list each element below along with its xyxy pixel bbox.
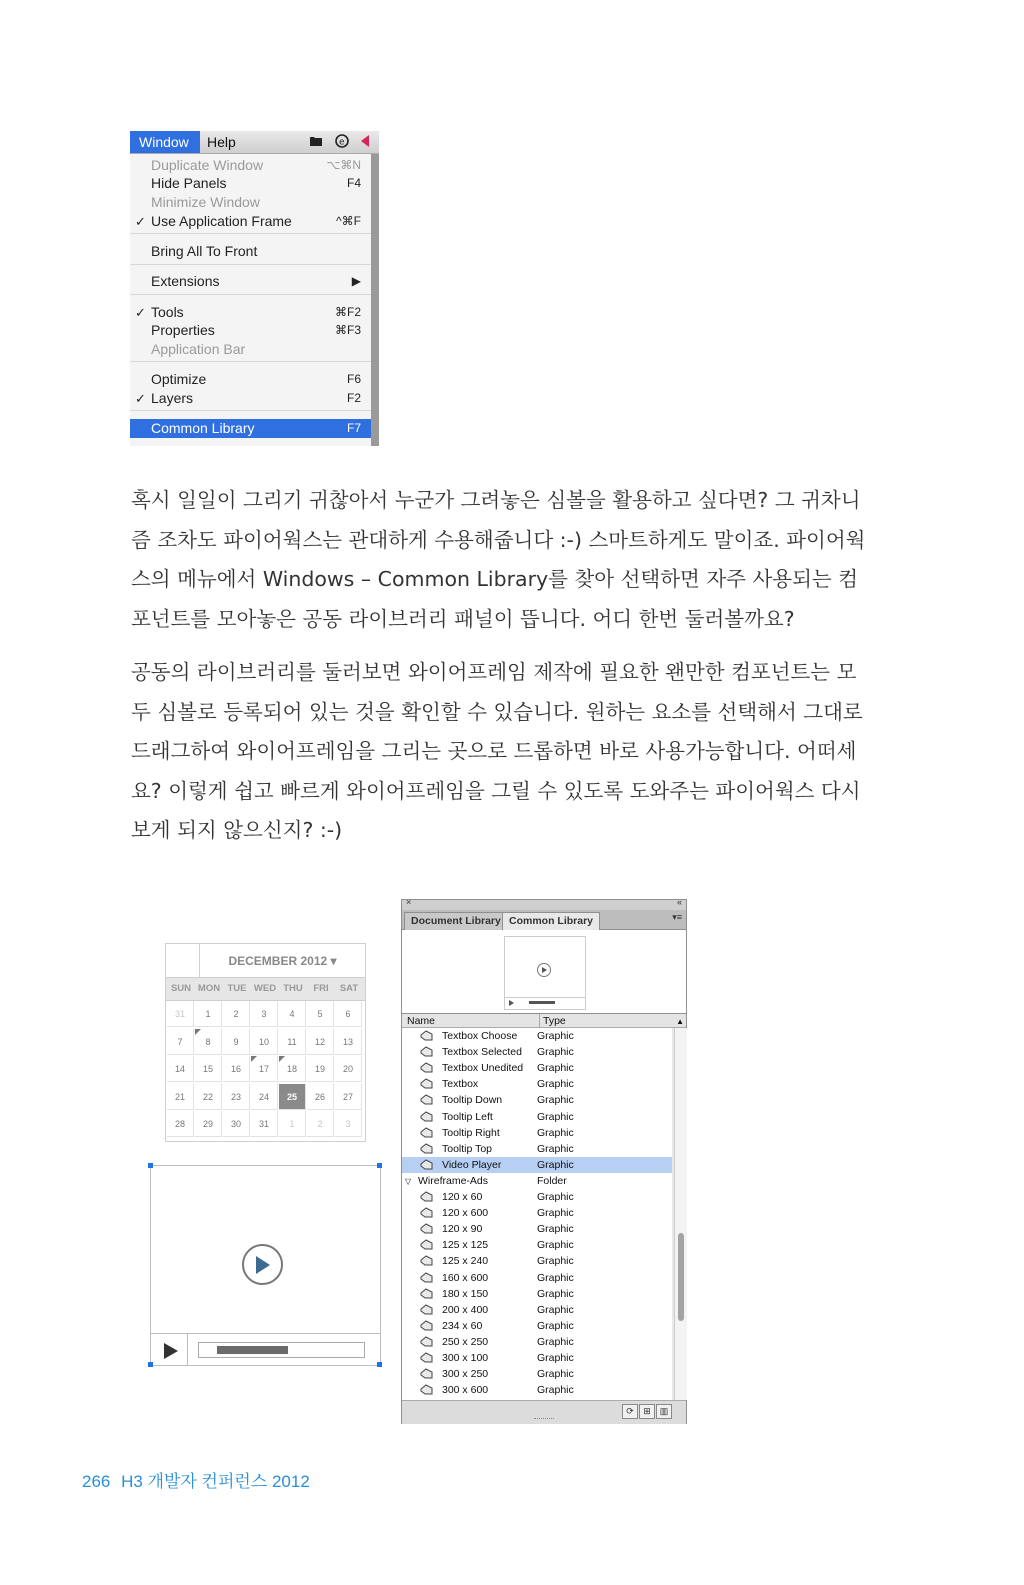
back-arrow-icon[interactable] xyxy=(358,134,372,148)
symbol-name: Tooltip Right xyxy=(442,1126,500,1139)
graphic-symbol-icon xyxy=(420,1223,433,1234)
play-icon xyxy=(255,1255,271,1275)
library-panel xyxy=(401,899,687,1424)
menu-item-label: Bring All To Front xyxy=(151,243,258,259)
weekday-label: MON xyxy=(197,983,221,994)
symbol-name: 120 x 60 xyxy=(442,1191,483,1203)
calendar-day[interactable]: 14 xyxy=(167,1056,194,1082)
video-player-wireframe[interactable] xyxy=(150,1165,381,1366)
menu-item-properties[interactable] xyxy=(130,321,371,340)
weekday-label: FRI xyxy=(313,983,329,994)
menu-bar xyxy=(130,131,379,154)
panel-footer xyxy=(402,1400,686,1424)
preview-control-bar xyxy=(505,997,585,1008)
selection-handle[interactable] xyxy=(148,1362,153,1367)
symbol-row[interactable] xyxy=(402,1237,672,1253)
footer-title: H3 개발자 컨퍼런스 2012 xyxy=(121,1472,310,1491)
calendar-day[interactable]: 22 xyxy=(195,1084,222,1110)
calendar-day[interactable]: 4 xyxy=(279,1001,306,1027)
scrollbar[interactable] xyxy=(674,1028,687,1400)
menu-item-bring-all-to-front[interactable] xyxy=(130,242,371,261)
menu-item-label: Optimize xyxy=(151,371,207,387)
graphic-symbol-icon xyxy=(420,1046,433,1057)
calendar-day[interactable]: 2 xyxy=(223,1001,250,1027)
menu-item-common-library[interactable] xyxy=(130,419,371,438)
symbol-row[interactable] xyxy=(402,1205,672,1221)
calendar-day[interactable]: 19 xyxy=(307,1056,334,1082)
panel-titlebar xyxy=(402,897,686,910)
symbol-name: Textbox xyxy=(442,1078,479,1091)
refresh-icon[interactable]: ⟳ xyxy=(622,1404,638,1419)
menu-item-layers[interactable] xyxy=(130,389,371,408)
symbol-name: 300 x 100 xyxy=(442,1352,489,1364)
menu-item-optimize[interactable] xyxy=(130,370,371,389)
menu-item-shortcut: ⌘F3 xyxy=(334,323,361,337)
menu-item-minimize-window[interactable] xyxy=(130,193,371,212)
video-control-bar xyxy=(151,1333,380,1366)
graphic-symbol-icon xyxy=(420,1062,433,1073)
disclosure-triangle-icon[interactable]: ▽ xyxy=(405,1176,412,1186)
menu-item-application-bar[interactable] xyxy=(130,340,371,359)
menu-item-label: Extensions xyxy=(151,273,220,289)
column-type[interactable]: Type xyxy=(539,1014,566,1029)
page-footer xyxy=(82,1467,310,1492)
symbol-type: Graphic xyxy=(537,1271,574,1284)
selection-handle[interactable] xyxy=(377,1163,382,1168)
symbol-row[interactable] xyxy=(402,1366,672,1382)
symbol-row[interactable] xyxy=(402,1350,672,1366)
graphic-symbol-icon xyxy=(420,1030,433,1041)
selection-handle[interactable] xyxy=(377,1362,382,1367)
symbol-row[interactable] xyxy=(402,1125,672,1141)
graphic-symbol-icon xyxy=(420,1078,433,1089)
calendar-day[interactable]: 31 xyxy=(167,1001,194,1027)
calendar-day[interactable]: 8 xyxy=(195,1029,222,1055)
menu-item-label: Application Bar xyxy=(151,341,246,357)
tab-common-library[interactable]: Common Library xyxy=(502,912,600,930)
menu-item-shortcut: ▶ xyxy=(351,274,361,288)
weekday-label: WED xyxy=(253,983,277,994)
graphic-symbol-icon xyxy=(420,1094,433,1105)
calendar-day[interactable]: 21 xyxy=(167,1084,194,1110)
calendar-day[interactable]: 17 xyxy=(251,1056,278,1082)
svg-text:e: e xyxy=(339,137,345,148)
collapse-icon[interactable]: « xyxy=(676,897,682,907)
symbol-type: Graphic xyxy=(537,1078,574,1091)
symbol-name: 120 x 600 xyxy=(442,1207,489,1220)
menu-item-shortcut: ⌘F2 xyxy=(334,305,361,319)
panel-menu-icon[interactable]: ▾≡ xyxy=(672,912,682,922)
graphic-symbol-icon xyxy=(420,1320,433,1331)
calendar-day[interactable]: 12 xyxy=(307,1029,334,1055)
checkmark-icon: ✓ xyxy=(135,391,146,406)
symbol-type: Graphic xyxy=(537,1142,574,1155)
menu-item-use-application-frame[interactable] xyxy=(130,212,371,231)
calendar-day[interactable]: 1 xyxy=(279,1111,306,1137)
graphic-symbol-icon xyxy=(420,1352,433,1363)
graphic-symbol-icon xyxy=(420,1207,433,1218)
symbol-name: 300 x 250 xyxy=(442,1368,489,1381)
symbol-name: 250 x 250 xyxy=(442,1335,489,1348)
sort-icon[interactable]: ▲ xyxy=(676,1017,684,1026)
symbol-preview xyxy=(402,930,686,1014)
weekday-label: THU xyxy=(283,983,303,994)
close-icon[interactable]: × xyxy=(406,897,412,907)
menu-separator xyxy=(130,410,371,411)
graphic-symbol-icon xyxy=(420,1111,433,1122)
resize-grip[interactable] xyxy=(534,1418,554,1421)
calendar-day[interactable]: 6 xyxy=(335,1001,362,1027)
menu-item-label: Minimize Window xyxy=(151,194,260,210)
calendar-header xyxy=(166,944,365,978)
calendar-day[interactable]: 20 xyxy=(335,1056,362,1082)
folder-icon[interactable] xyxy=(309,134,323,148)
menu-item-label: Duplicate Window xyxy=(151,157,264,173)
symbol-type: Graphic xyxy=(537,1207,574,1220)
app-badge-icon[interactable] xyxy=(335,134,349,148)
symbol-row[interactable] xyxy=(402,1253,672,1269)
menu-item-shortcut: F2 xyxy=(346,391,361,405)
weekday-label: SUN xyxy=(170,983,192,994)
menu-item-extensions[interactable] xyxy=(130,272,371,291)
paragraph-1: 혹시 일일이 그리기 귀찮아서 누군가 그려놓은 심볼을 활용하고 싶다면? 그 귀차니즘 조차도 파이어웍스는 관대하게 수용해줍니다 :-) 스마트하게도 말이죠. 파이어웍스의 메뉴에서 Windows – Common Library를 찾아 선택하면 자주 사용되는 컴포넌트를 모아놓은 공동 라이브러리 패널이 뜹니다. 어디 한번 둘러볼까요? xyxy=(131,488,866,631)
symbol-name: Video Player xyxy=(442,1158,502,1171)
weekday-label: SAT xyxy=(339,983,359,994)
symbol-name: Textbox Choose xyxy=(442,1030,518,1042)
scrollbar-thumb[interactable] xyxy=(678,1233,684,1321)
menu-item-label: Common Library xyxy=(151,420,255,436)
symbol-row[interactable] xyxy=(402,1334,672,1350)
column-header xyxy=(402,1014,686,1028)
calendar-day[interactable]: 13 xyxy=(335,1029,362,1055)
calendar-month-select[interactable]: DECEMBER 2012 ▾ xyxy=(228,954,337,968)
weekday-label: TUE xyxy=(227,983,247,994)
checkmark-icon: ✓ xyxy=(135,214,146,229)
graphic-symbol-icon xyxy=(420,1239,433,1250)
symbol-row[interactable] xyxy=(402,1302,672,1318)
symbol-list xyxy=(402,1028,672,1400)
paragraph-2: 공동의 라이브러리를 둘러보면 와이어프레임 제작에 필요한 왠만한 컴포넌트는 모두 심볼로 등록되어 있는 것을 확인할 수 있습니다. 원하는 요소를 선택해서 그대로 드래그하여 와이어프레임을 그리는 곳으로 드롭하면 바로 사용가능합니다. 어떠세요? 이렇게 쉽고 빠르게 와이어프레임을 그릴 수 있도록 도와주는 파이어웍스 다시 보게 되지 않으신지? :-) xyxy=(131,660,863,842)
symbol-row[interactable] xyxy=(402,1382,672,1398)
symbol-row[interactable] xyxy=(402,1060,672,1076)
symbol-type: Folder xyxy=(537,1174,567,1187)
calendar-day[interactable]: 5 xyxy=(307,1001,334,1027)
symbol-type: Graphic xyxy=(537,1368,574,1381)
graphic-symbol-icon xyxy=(420,1336,433,1347)
calendar-day[interactable]: 9 xyxy=(223,1029,250,1055)
symbol-type: Graphic xyxy=(537,1030,574,1042)
symbol-name: Textbox Unedited xyxy=(442,1062,524,1075)
tab-document-library[interactable]: Document Library xyxy=(404,912,508,930)
menu-item-label: Layers xyxy=(151,390,194,406)
symbol-name: 125 x 240 xyxy=(442,1255,489,1268)
menu-item-label: Hide Panels xyxy=(151,175,227,191)
trash-icon[interactable]: ▥ xyxy=(656,1404,672,1419)
symbol-type: Graphic xyxy=(537,1062,574,1075)
symbol-row[interactable] xyxy=(402,1109,672,1125)
progress-fill xyxy=(217,1346,288,1354)
menu-item-shortcut: F7 xyxy=(346,421,361,435)
calendar-day[interactable]: 23 xyxy=(223,1084,250,1110)
calendar-day[interactable]: 3 xyxy=(251,1001,278,1027)
column-name[interactable]: Name xyxy=(407,1015,436,1027)
calendar-day[interactable]: 24 xyxy=(251,1084,278,1110)
symbol-name: Wireframe-Ads xyxy=(418,1174,489,1187)
play-icon[interactable] xyxy=(163,1342,179,1360)
symbol-name: Tooltip Down xyxy=(442,1094,503,1107)
symbol-name: 200 x 400 xyxy=(442,1303,489,1316)
calendar-day[interactable]: 15 xyxy=(195,1056,222,1082)
symbol-type: Graphic xyxy=(537,1239,574,1252)
progress-track[interactable] xyxy=(198,1342,365,1358)
calendar-day[interactable]: 29 xyxy=(195,1111,222,1137)
menu-window[interactable]: Window xyxy=(130,131,200,153)
menu-item-tools[interactable] xyxy=(130,303,371,322)
symbol-name: 160 x 600 xyxy=(442,1271,489,1284)
page-number: 266 xyxy=(82,1472,111,1491)
symbol-row[interactable] xyxy=(402,1318,672,1334)
new-symbol-icon[interactable]: ⊞ xyxy=(639,1404,655,1419)
menu-item-label: Tools xyxy=(151,304,184,320)
symbol-name: 234 x 60 xyxy=(442,1319,483,1332)
symbol-row[interactable] xyxy=(402,1189,672,1205)
calendar-day[interactable]: 25 xyxy=(279,1084,306,1110)
window-menu xyxy=(130,131,379,446)
symbol-type: Graphic xyxy=(537,1255,574,1268)
symbol-row[interactable] xyxy=(402,1044,672,1060)
menu-item-shortcut: F4 xyxy=(346,176,361,190)
graphic-symbol-icon xyxy=(420,1272,433,1283)
symbol-type: Graphic xyxy=(537,1223,574,1236)
menu-item-label: Properties xyxy=(151,322,215,338)
graphic-symbol-icon xyxy=(420,1384,433,1395)
menu-item-shortcut: ⌥⌘N xyxy=(326,158,361,172)
symbol-name: Textbox Selected xyxy=(442,1046,522,1059)
symbol-type: Graphic xyxy=(537,1303,574,1316)
symbol-name: 300 x 600 xyxy=(442,1384,489,1397)
symbol-type: Graphic xyxy=(537,1384,574,1397)
calendar-day[interactable]: 7 xyxy=(167,1029,194,1055)
menu-separator xyxy=(130,294,371,295)
symbol-row[interactable] xyxy=(402,1270,672,1286)
symbol-row[interactable] xyxy=(402,1157,672,1173)
menu-help[interactable]: Help xyxy=(207,134,236,150)
menu-separator xyxy=(130,361,371,362)
menu-item-hide-panels[interactable] xyxy=(130,174,371,193)
graphic-symbol-icon xyxy=(420,1255,433,1266)
graphic-symbol-icon xyxy=(420,1159,433,1170)
symbol-type: Graphic xyxy=(537,1126,574,1139)
menu-item-label: Use Application Frame xyxy=(151,213,292,229)
symbol-row[interactable] xyxy=(402,1141,672,1157)
symbol-row[interactable] xyxy=(402,1286,672,1302)
calendar-day[interactable]: 30 xyxy=(223,1111,250,1137)
symbol-type: Graphic xyxy=(537,1094,574,1107)
symbol-type: Graphic xyxy=(537,1046,574,1059)
calendar-day[interactable]: 3 xyxy=(335,1111,362,1137)
symbol-type: Graphic xyxy=(537,1158,574,1171)
symbol-name: 120 x 90 xyxy=(442,1223,483,1236)
symbol-type: Graphic xyxy=(537,1335,574,1348)
menu-item-duplicate-window[interactable] xyxy=(130,156,371,175)
folder-row[interactable] xyxy=(402,1173,672,1189)
symbol-row[interactable] xyxy=(402,1092,672,1108)
preview-thumbnail xyxy=(504,936,586,1010)
calendar-widget xyxy=(165,943,366,1142)
symbol-type: Graphic xyxy=(537,1191,574,1203)
symbol-name: Tooltip Top xyxy=(442,1142,493,1155)
graphic-symbol-icon xyxy=(420,1127,433,1138)
calendar-prev[interactable] xyxy=(166,944,200,977)
graphic-symbol-icon xyxy=(420,1304,433,1315)
calendar-day[interactable]: 31 xyxy=(251,1111,278,1137)
big-play-button[interactable] xyxy=(242,1244,283,1285)
symbol-row[interactable] xyxy=(402,1221,672,1237)
menu-item-shortcut: F6 xyxy=(346,372,361,386)
graphic-symbol-icon xyxy=(420,1368,433,1379)
symbol-type: Graphic xyxy=(537,1319,574,1332)
symbol-row[interactable] xyxy=(402,1076,672,1092)
graphic-symbol-icon xyxy=(420,1143,433,1154)
calendar-day[interactable]: 28 xyxy=(167,1111,194,1137)
symbol-type: Graphic xyxy=(537,1287,574,1300)
calendar-day[interactable]: 10 xyxy=(251,1029,278,1055)
symbol-type: Graphic xyxy=(537,1352,574,1364)
control-divider xyxy=(187,1334,188,1366)
calendar-day[interactable]: 18 xyxy=(279,1056,306,1082)
panel-tabs xyxy=(402,910,686,930)
graphic-symbol-icon xyxy=(420,1288,433,1299)
symbol-type: Graphic xyxy=(537,1110,574,1123)
calendar-day[interactable]: 26 xyxy=(307,1084,334,1110)
calendar-day[interactable]: 1 xyxy=(195,1001,222,1027)
calendar-day[interactable]: 27 xyxy=(335,1084,362,1110)
graphic-symbol-icon xyxy=(420,1191,433,1202)
symbol-row[interactable] xyxy=(402,1028,672,1044)
calendar-weekday-row xyxy=(166,978,365,1001)
checkmark-icon: ✓ xyxy=(135,305,146,320)
menu-item-shortcut: ^⌘F xyxy=(336,214,361,228)
selection-handle[interactable] xyxy=(148,1163,153,1168)
calendar-day[interactable]: 16 xyxy=(223,1056,250,1082)
calendar-day[interactable]: 2 xyxy=(307,1111,334,1137)
symbol-name: 125 x 125 xyxy=(442,1239,489,1252)
symbol-name: 180 x 150 xyxy=(442,1287,489,1300)
menu-separator xyxy=(130,264,371,265)
menu-separator xyxy=(130,233,371,234)
symbol-name: Tooltip Left xyxy=(442,1110,493,1123)
play-icon xyxy=(537,963,551,977)
calendar-day[interactable]: 11 xyxy=(279,1029,306,1055)
